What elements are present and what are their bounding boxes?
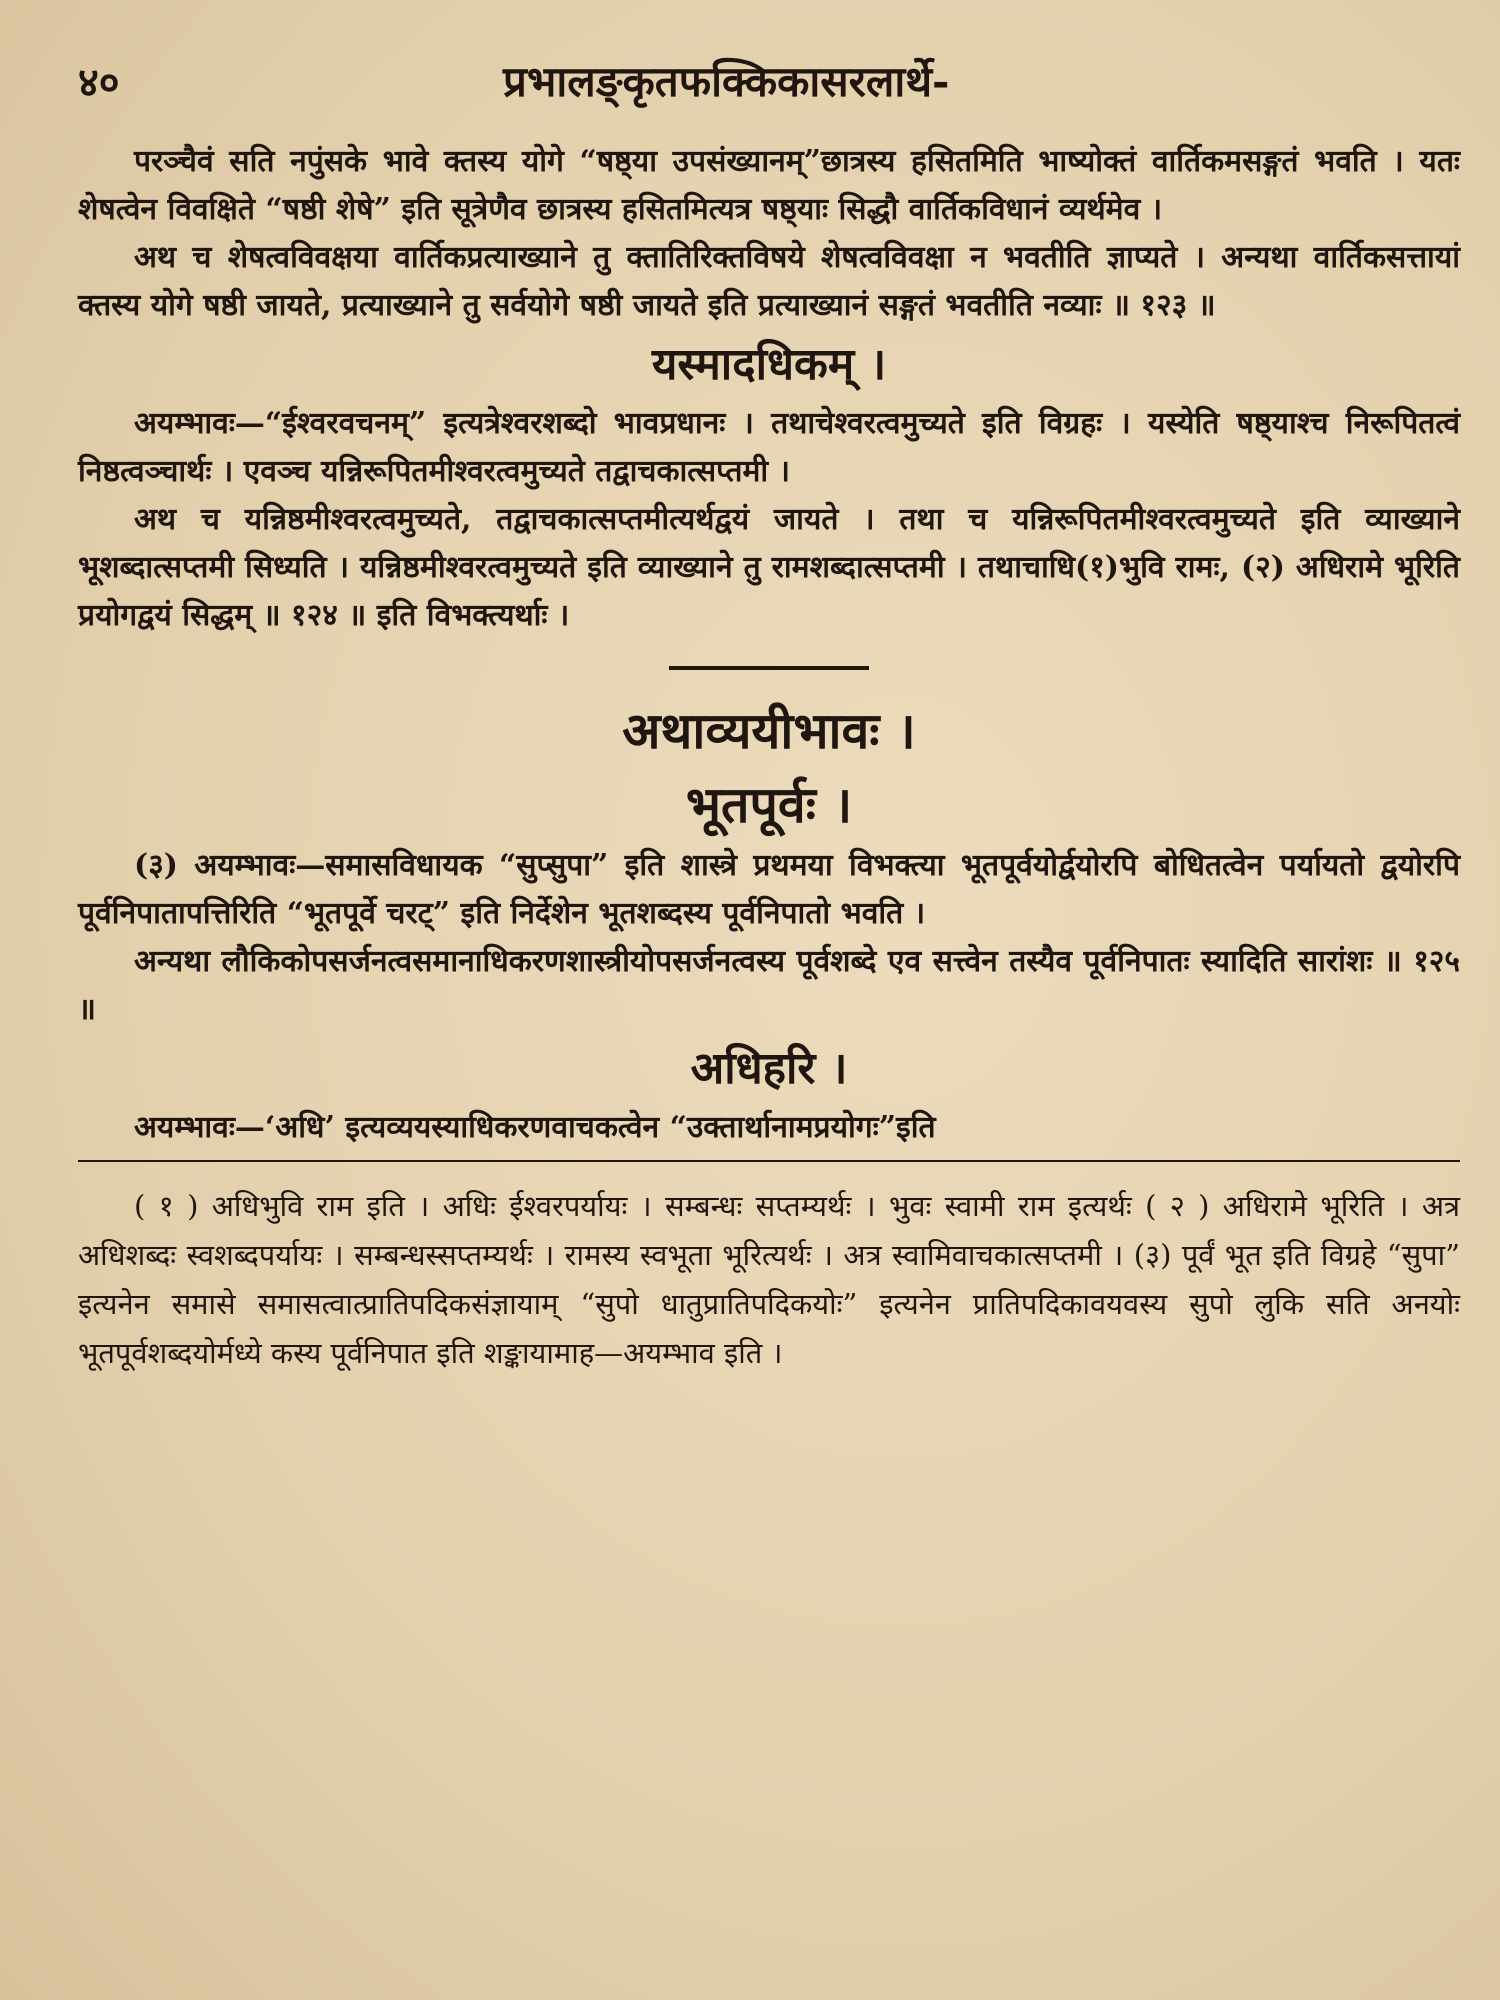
- running-title: प्रभालङ्कृतफक्किकासरलार्थे-: [503, 57, 950, 106]
- chapter-heading-avyayibhava: अथाव्ययीभावः ।: [622, 701, 916, 760]
- section-heading-adhihari: अधिहरि ।: [690, 1043, 848, 1094]
- paragraph-6: अन्यथा लौकिकोपसर्जनत्वसमानाधिकरणशास्त्रीयोपसर्जनत्वस्य पूर्वशब्दे एव सत्त्वेन तस्यैव पूर्वनिपातः स्यादिति सारांशः ॥ १२५ ॥: [78, 944, 1460, 1027]
- paragraph-1: परञ्चैवं सति नपुंसके भावे क्तस्य योगे “षष्ठ्या उपसंख्यानम्”छात्रस्य हसितमिति भाष्योक्तं वार्तिकमसङ्गतं भवति । यतः शेषत्वेन विवक्षिते “षष्ठी शेषे” इति सूत्रेणैव छात्रस्य हसितमित्यत्र षष्ठ्याः सिद्धौ वार्तिकविधानं व्यर्थमेव ।: [78, 144, 1460, 227]
- paragraph-7: अयम्भावः—‘अधि’ इत्यव्ययस्याधिकरणवाचकत्वेन “उक्तार्थानामप्रयोगः”इति: [134, 1110, 936, 1145]
- section-divider: [669, 666, 869, 670]
- paragraph-3: अयम्भावः—“ईश्वरवचनम्” इत्यत्रेश्वरशब्दो भावप्रधानः । तथाचेश्वरत्वमुच्यते इति विग्रहः । यस्येति षष्ठ्याश्च निरूपितत्वं निष्ठत्वञ्चार्थः । एवञ्च यन्निरूपितमीश्वरत्वमुच्यते तद्वाचकात्सप्तमी ।: [78, 406, 1460, 489]
- paragraph-2: अथ च शेषत्वविवक्षया वार्तिकप्रत्याख्याने तु क्तातिरिक्तविषये शेषत्वविवक्षा न भवतीति ज्ञाप्यते । अन्यथा वार्तिकसत्तायां क्तस्य योगे षष्ठी जायते, प्रत्याख्याने तु सर्वयोगे षष्ठी जायते इति प्रत्याख्यानं सङ्गतं भवतीति नव्याः ॥ १२३ ॥: [78, 240, 1460, 323]
- paragraph-4: अथ च यन्निष्ठमीश्वरत्वमुच्यते, तद्वाचकात्सप्तमीत्यर्थद्वयं जायते । तथा च यन्निरूपितमीश्वरत्वमुच्यते इति व्याख्याने भूशब्दात्सप्तमी सिध्यति । यन्निष्ठमीश्वरत्वमुच्यते इति व्याख्याने तु रामशब्दात्सप्तमी । तथाचाधि(१)भुवि रामः, (२) अधिरामे भूरिति प्रयोगद्वयं सिद्धम् ॥ १२४ ॥ इति विभक्त्यर्थाः ।: [78, 502, 1460, 633]
- footnote-rule: [78, 1160, 1460, 1162]
- page-number: ४०: [78, 59, 120, 106]
- footnotes: ( १ ) अधिभुवि राम इति । अधिः ईश्वरपर्यायः । सम्बन्धः सप्तम्यर्थः । भुवः स्वामी राम इत्यर्थः ( २ ) अधिरामे भूरिति । अत्र अधिशब्दः स्वशब्दपर्यायः । सम्बन्धस्सप्तम्यर्थः । रामस्य स्वभूता भूरित्यर्थः । अत्र स्वामिवाचकात्सप्तमी । (३) पूर्वं भूत इति विग्रहे “सुपा” इत्यनेन समासे समासत्वात्प्रातिपदिकसंज्ञायाम् “सुपो धातुप्रातिपदिकयोः” इत्यनेन प्रातिपदिकावयवस्य सुपो लुकि सति अनयोः भूतपूर्वशब्दयोर्मध्ये कस्य पूर्वनिपात इति शङ्कायामाह—अयम्भाव इति ।: [78, 1189, 1460, 1370]
- paragraph-5: (३) अयम्भावः—समासविधायक “सुप्सुपा” इति शास्त्रे प्रथमया विभक्त्या भूतपूर्वयोर्द्वयोरपि बोधितत्वेन पर्यायतो द्वयोरपि पूर्वनिपातापत्तिरिति “भूतपूर्वे चरट्” इति निर्देशेन भूतशब्दस्य पूर्वनिपातो भवति ।: [78, 848, 1460, 931]
- page-header: [78, 52, 1460, 122]
- section-heading-yasmadadhikam: यस्मादधिकम् ।: [651, 339, 887, 390]
- section-heading-bhutapurva: भूतपूर्वः ।: [685, 775, 853, 834]
